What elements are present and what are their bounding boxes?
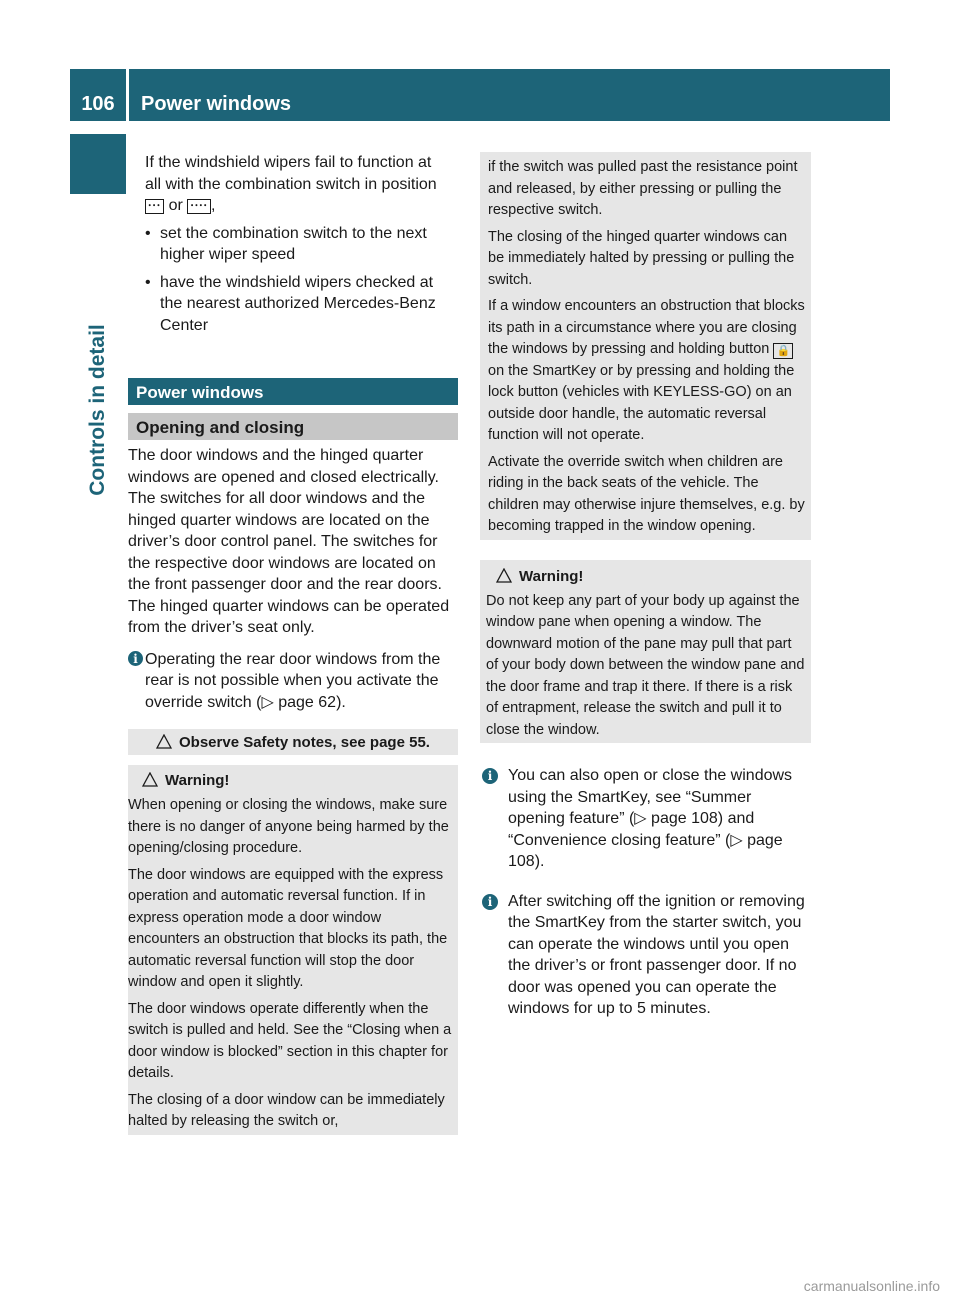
warning-box: [128, 765, 458, 1135]
intro-or: or: [168, 197, 183, 214]
info-icon: i: [482, 768, 498, 784]
lock-paragraph-start: If a window encounters an obstruction that blocks its path in a circumstance where you are closing the windows by pressing and holding button: [488, 298, 805, 357]
bullet-text: have the windshield wipers checked at the nearest authorized Mercedes-Benz Center: [160, 273, 436, 334]
info-note-text: You can also open or close the windows using the SmartKey, see “Summer opening feature” (▷ page 108) and “Convenience closing feature” (▷ page 108).: [508, 767, 793, 870]
safety-note: [128, 729, 458, 755]
warning-title-row: [486, 565, 805, 589]
warning-paragraph: [488, 296, 805, 447]
wiper-position-symbol-1: ꞏꞏꞏ: [145, 199, 164, 214]
intro-line-2: all with the combination switch in position: [145, 175, 437, 193]
body-paragraph: The door windows and the hinged quarter windows are opened and closed electrically. The switches for all door windows and the hinged quarter windows are located on the driver’s door control panel. The switches for the respective door windows are located on the front passenger door and the rear doors. The hinged quarter windows can be operated from the driver’s seat only.: [128, 447, 450, 636]
info-note: [480, 765, 811, 873]
lock-paragraph-end: on the SmartKey or by pressing and holding the lock button (vehicles with KEYLESS-GO) on an outside door handle, the automatic reversal function will not operate.: [488, 362, 795, 443]
info-note: [480, 891, 811, 1020]
warning-box-continued: [480, 152, 811, 540]
warning-title: Warning!: [519, 567, 584, 585]
lock-icon: 🔒: [773, 343, 793, 359]
bullet-item: [128, 223, 458, 266]
warning-paragraph: Activate the override switch when children are riding in the back seats of the vehicle. The children may otherwise injure themselves, e.g. by becoming trapped in the window opening.: [488, 453, 805, 534]
warning-paragraph: The door windows operate differently when the switch is pulled and held. See the “Closing when a door window is blocked” section in this chapter for details.: [128, 1000, 452, 1081]
intro-comma: ,: [210, 197, 216, 214]
safety-note-text: Observe Safety notes, see page 55.: [179, 734, 430, 751]
warning-triangle-icon: [496, 565, 513, 589]
bullet-text: set the combination switch to the next higher wiper speed: [160, 224, 427, 263]
warning-paragraph: if the switch was pulled past the resistance point and released, by either pressing or pulling the respective switch.: [488, 159, 798, 218]
bullet-marker: •: [145, 224, 151, 242]
footer-watermark: carmanualsonline.info: [803, 1278, 940, 1294]
warning-title: Warning!: [165, 772, 230, 789]
bullet-marker: •: [145, 273, 151, 291]
info-icon: i: [128, 651, 143, 666]
left-column: [128, 152, 458, 1135]
bullet-item: [128, 272, 458, 337]
warning-paragraph: The door windows are equipped with the express operation and automatic reversal function. If in express operation mode a door window encounters an obstruction that blocks its path, the automatic reversal function will stop the door window and open it slightly.: [128, 866, 448, 990]
warning-paragraph: When opening or closing the windows, make sure there is no danger of anyone being harmed by the opening/closing procedure.: [128, 797, 449, 856]
intro-line-1: If the windshield wipers fail to function at: [145, 154, 432, 171]
wiper-position-symbol-2: ꞏꞏꞏꞏ: [187, 199, 211, 214]
side-tab: [70, 134, 126, 194]
right-column: [480, 152, 811, 1020]
info-note: [128, 649, 458, 714]
warning-triangle-icon: [156, 729, 173, 756]
warning-box: [480, 560, 811, 744]
page-title: Power windows: [141, 93, 292, 115]
warning-paragraph: Do not keep any part of your body up against the window pane when opening a window. The downward motion of the pane may pull that part of your body down between the window pane and the door frame and trap it there. If there is a risk of entrapment, release the switch and pull it to close the window.: [486, 592, 805, 738]
page-number: 106: [81, 93, 115, 115]
info-note-text: Operating the rear door windows from the rear is not possible when you activate the override switch (▷ page 62).: [145, 650, 441, 711]
chapter-label: Controls in detail: [86, 324, 109, 496]
header-divider: [126, 69, 129, 121]
info-note-text: After switching off the ignition or removing the SmartKey from the starter switch, you can operate the windows until you open the driver’s or front passenger door. If no door was opened you can operate the windows for up to 5 minutes.: [508, 892, 805, 1017]
intro-paragraph: [128, 152, 458, 217]
warning-paragraph: The closing of a door window can be immediately halted by releasing the switch or,: [128, 1091, 445, 1129]
section-heading: Power windows: [128, 378, 458, 405]
warning-title-row: [128, 769, 452, 793]
subsection-heading: Opening and closing: [128, 413, 458, 440]
warning-triangle-icon: [142, 769, 159, 793]
warning-paragraph: The closing of the hinged quarter windows can be immediately halted by pressing or pulling the switch.: [488, 228, 795, 288]
info-icon: i: [482, 894, 498, 910]
